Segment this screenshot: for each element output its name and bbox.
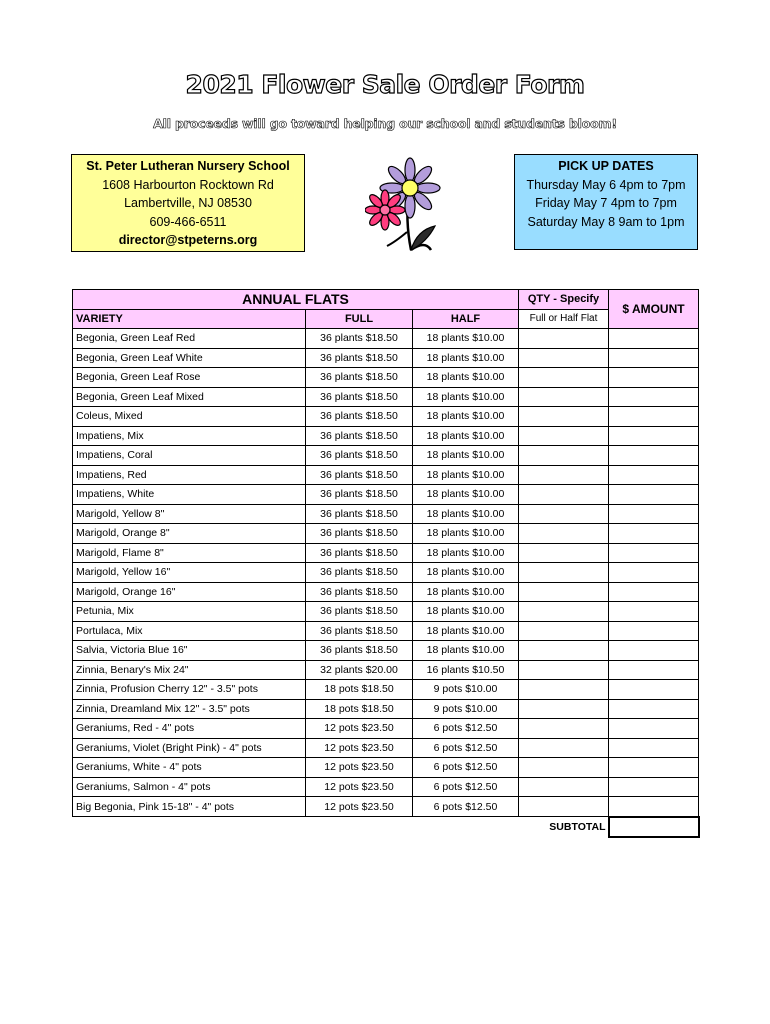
amount-input-cell[interactable] (609, 465, 699, 485)
variety-cell: Zinnia, Benary's Mix 24" (73, 660, 306, 680)
full-price-cell: 36 plants $18.50 (306, 582, 413, 602)
full-price-cell: 36 plants $18.50 (306, 621, 413, 641)
table-row (73, 465, 699, 485)
half-price-cell: 18 plants $10.00 (413, 348, 519, 368)
full-price-cell: 36 plants $18.50 (306, 426, 413, 446)
table-row (73, 758, 699, 778)
qty-input-cell[interactable] (519, 680, 609, 700)
table-row (73, 524, 699, 544)
qty-input-cell[interactable] (519, 348, 609, 368)
variety-cell: Petunia, Mix (73, 602, 306, 622)
half-price-cell: 9 pots $10.00 (413, 680, 519, 700)
qty-input-cell[interactable] (519, 485, 609, 505)
table-row (73, 543, 699, 563)
form-subtitle: All proceeds will go toward helping our school and students bloom! (153, 116, 617, 131)
full-price-cell: 36 plants $18.50 (306, 524, 413, 544)
half-price-cell: 16 plants $10.50 (413, 660, 519, 680)
amount-input-cell[interactable] (609, 524, 699, 544)
subtotal-input[interactable] (609, 817, 699, 838)
full-price-cell: 12 pots $23.50 (306, 797, 413, 817)
full-price-cell: 12 pots $23.50 (306, 738, 413, 758)
section-title: ANNUAL FLATS (73, 290, 519, 310)
variety-cell: Begonia, Green Leaf Mixed (73, 387, 306, 407)
variety-cell: Begonia, Green Leaf Red (73, 329, 306, 349)
amount-input-cell[interactable] (609, 348, 699, 368)
amount-input-cell[interactable] (609, 777, 699, 797)
table-row (73, 777, 699, 797)
qty-input-cell[interactable] (519, 563, 609, 583)
full-price-cell: 32 plants $20.00 (306, 660, 413, 680)
qty-input-cell[interactable] (519, 465, 609, 485)
half-price-cell: 6 pots $12.50 (413, 758, 519, 778)
full-price-cell: 36 plants $18.50 (306, 387, 413, 407)
qty-input-cell[interactable] (519, 797, 609, 817)
pickup-dates-box (514, 154, 698, 250)
amount-input-cell[interactable] (609, 426, 699, 446)
table-row (73, 641, 699, 661)
variety-cell: Geraniums, Salmon - 4" pots (73, 777, 306, 797)
table-row (73, 368, 699, 388)
half-price-cell: 18 plants $10.00 (413, 504, 519, 524)
half-price-cell: 18 plants $10.00 (413, 446, 519, 466)
half-price-cell: 18 plants $10.00 (413, 563, 519, 583)
table-row (73, 699, 699, 719)
table-row (73, 329, 699, 349)
full-price-cell: 36 plants $18.50 (306, 504, 413, 524)
half-price-cell: 18 plants $10.00 (413, 465, 519, 485)
qty-input-cell[interactable] (519, 504, 609, 524)
full-price-cell: 36 plants $18.50 (306, 465, 413, 485)
variety-cell: Begonia, Green Leaf White (73, 348, 306, 368)
variety-cell: Geraniums, Red - 4" pots (73, 719, 306, 739)
full-price-cell: 18 pots $18.50 (306, 680, 413, 700)
qty-input-cell[interactable] (519, 758, 609, 778)
half-price-cell: 18 plants $10.00 (413, 621, 519, 641)
table-row (73, 582, 699, 602)
qty-note: Full or Half Flat (519, 309, 609, 329)
half-price-cell: 18 plants $10.00 (413, 426, 519, 446)
qty-input-cell[interactable] (519, 368, 609, 388)
variety-cell: Begonia, Green Leaf Rose (73, 368, 306, 388)
variety-cell: Marigold, Yellow 16" (73, 563, 306, 583)
qty-input-cell[interactable] (519, 407, 609, 427)
variety-cell: Impatiens, Mix (73, 426, 306, 446)
flower-icon (365, 150, 455, 258)
full-price-cell: 36 plants $18.50 (306, 485, 413, 505)
full-price-cell: 36 plants $18.50 (306, 602, 413, 622)
amount-input-cell[interactable] (609, 602, 699, 622)
qty-input-cell[interactable] (519, 582, 609, 602)
qty-input-cell[interactable] (519, 426, 609, 446)
table-row (73, 485, 699, 505)
amount-input-cell[interactable] (609, 329, 699, 349)
amount-input-cell[interactable] (609, 719, 699, 739)
table-row (73, 407, 699, 427)
variety-cell: Impatiens, White (73, 485, 306, 505)
school-info-box (71, 154, 305, 252)
table-row (73, 426, 699, 446)
pickup-date-1: Thursday May 6 4pm to 7pm (526, 177, 686, 192)
qty-input-cell[interactable] (519, 446, 609, 466)
school-name: St. Peter Lutheran Nursery School (86, 159, 290, 173)
qty-input-cell[interactable] (519, 543, 609, 563)
variety-cell: Impatiens, Red (73, 465, 306, 485)
variety-cell: Zinnia, Profusion Cherry 12" - 3.5" pots (73, 680, 306, 700)
qty-input-cell[interactable] (519, 387, 609, 407)
amount-input-cell[interactable] (609, 680, 699, 700)
full-price-cell: 12 pots $23.50 (306, 758, 413, 778)
pickup-heading: PICK UP DATES (558, 159, 654, 173)
school-address-line2: Lambertville, NJ 08530 (124, 196, 252, 210)
qty-input-cell[interactable] (519, 524, 609, 544)
full-price-cell: 36 plants $18.50 (306, 348, 413, 368)
qty-input-cell[interactable] (519, 621, 609, 641)
qty-input-cell[interactable] (519, 777, 609, 797)
half-price-cell: 6 pots $12.50 (413, 797, 519, 817)
qty-input-cell[interactable] (519, 719, 609, 739)
amount-input-cell[interactable] (609, 758, 699, 778)
amount-input-cell[interactable] (609, 368, 699, 388)
variety-cell: Big Begonia, Pink 15-18" - 4" pots (73, 797, 306, 817)
full-price-cell: 18 pots $18.50 (306, 699, 413, 719)
qty-input-cell[interactable] (519, 738, 609, 758)
qty-input-cell[interactable] (519, 602, 609, 622)
full-price-cell: 36 plants $18.50 (306, 563, 413, 583)
table-row (73, 504, 699, 524)
table-row (73, 446, 699, 466)
variety-cell: Impatiens, Coral (73, 446, 306, 466)
form-title: 2021 Flower Sale Order Form (185, 70, 585, 99)
variety-cell: Coleus, Mixed (73, 407, 306, 427)
half-price-cell: 18 plants $10.00 (413, 641, 519, 661)
order-table (72, 289, 700, 838)
half-price-cell: 18 plants $10.00 (413, 543, 519, 563)
variety-cell: Marigold, Orange 16" (73, 582, 306, 602)
variety-cell: Salvia, Victoria Blue 16" (73, 641, 306, 661)
table-header-row-2 (73, 309, 699, 329)
half-price-cell: 18 plants $10.00 (413, 329, 519, 349)
school-email[interactable]: director@stpeterns.org (118, 233, 258, 247)
amount-header: $ AMOUNT (609, 290, 699, 329)
amount-input-cell[interactable] (609, 621, 699, 641)
half-price-cell: 6 pots $12.50 (413, 719, 519, 739)
variety-cell: Marigold, Yellow 8" (73, 504, 306, 524)
subtotal-row (73, 817, 699, 838)
table-row (73, 660, 699, 680)
amount-input-cell[interactable] (609, 485, 699, 505)
amount-input-cell[interactable] (609, 543, 699, 563)
subtotal-spacer (73, 817, 519, 838)
amount-input-cell[interactable] (609, 504, 699, 524)
half-price-cell: 18 plants $10.00 (413, 485, 519, 505)
half-price-cell: 18 plants $10.00 (413, 407, 519, 427)
qty-input-cell[interactable] (519, 699, 609, 719)
table-row (73, 719, 699, 739)
half-price-cell: 18 plants $10.00 (413, 582, 519, 602)
half-price-cell: 18 plants $10.00 (413, 524, 519, 544)
amount-input-cell[interactable] (609, 387, 699, 407)
qty-input-cell[interactable] (519, 641, 609, 661)
amount-input-cell[interactable] (609, 738, 699, 758)
full-price-cell: 36 plants $18.50 (306, 641, 413, 661)
half-price-cell: 6 pots $12.50 (413, 738, 519, 758)
qty-input-cell[interactable] (519, 329, 609, 349)
half-price-cell: 18 plants $10.00 (413, 368, 519, 388)
amount-input-cell[interactable] (609, 563, 699, 583)
variety-cell: Portulaca, Mix (73, 621, 306, 641)
pickup-date-2: Friday May 7 4pm to 7pm (535, 196, 677, 210)
half-price-cell: 9 pots $10.00 (413, 699, 519, 719)
amount-input-cell[interactable] (609, 797, 699, 817)
amount-input-cell[interactable] (609, 582, 699, 602)
qty-input-cell[interactable] (519, 660, 609, 680)
half-header: HALF (413, 309, 519, 329)
table-row (73, 797, 699, 817)
table-row (73, 602, 699, 622)
subtotal-label: SUBTOTAL (549, 821, 606, 833)
table-row (73, 348, 699, 368)
half-price-cell: 6 pots $12.50 (413, 777, 519, 797)
full-price-cell: 36 plants $18.50 (306, 543, 413, 563)
variety-cell: Zinnia, Dreamland Mix 12" - 3.5" pots (73, 699, 306, 719)
full-price-cell: 12 pots $23.50 (306, 777, 413, 797)
amount-input-cell[interactable] (609, 446, 699, 466)
full-price-cell: 36 plants $18.50 (306, 368, 413, 388)
table-row (73, 680, 699, 700)
variety-cell: Geraniums, White - 4" pots (73, 758, 306, 778)
half-price-cell: 18 plants $10.00 (413, 387, 519, 407)
variety-cell: Marigold, Orange 8" (73, 524, 306, 544)
school-phone: 609-466-6511 (149, 214, 227, 229)
amount-input-cell[interactable] (609, 699, 699, 719)
table-header-row-1 (73, 290, 699, 310)
variety-header: VARIETY (73, 309, 306, 329)
amount-input-cell[interactable] (609, 641, 699, 661)
school-address-line1: 1608 Harbourton Rocktown Rd (102, 177, 274, 192)
table-row (73, 621, 699, 641)
table-row (73, 387, 699, 407)
table-row (73, 563, 699, 583)
full-header: FULL (306, 309, 413, 329)
amount-input-cell[interactable] (609, 407, 699, 427)
pickup-date-3: Saturday May 8 9am to 1pm (527, 214, 685, 229)
variety-cell: Geraniums, Violet (Bright Pink) - 4" pots (73, 738, 306, 758)
variety-cell: Marigold, Flame 8" (73, 543, 306, 563)
full-price-cell: 12 pots $23.50 (306, 719, 413, 739)
qty-header: QTY - Specify (519, 290, 609, 310)
full-price-cell: 36 plants $18.50 (306, 407, 413, 427)
half-price-cell: 18 plants $10.00 (413, 602, 519, 622)
table-row (73, 738, 699, 758)
amount-input-cell[interactable] (609, 660, 699, 680)
full-price-cell: 36 plants $18.50 (306, 329, 413, 349)
full-price-cell: 36 plants $18.50 (306, 446, 413, 466)
